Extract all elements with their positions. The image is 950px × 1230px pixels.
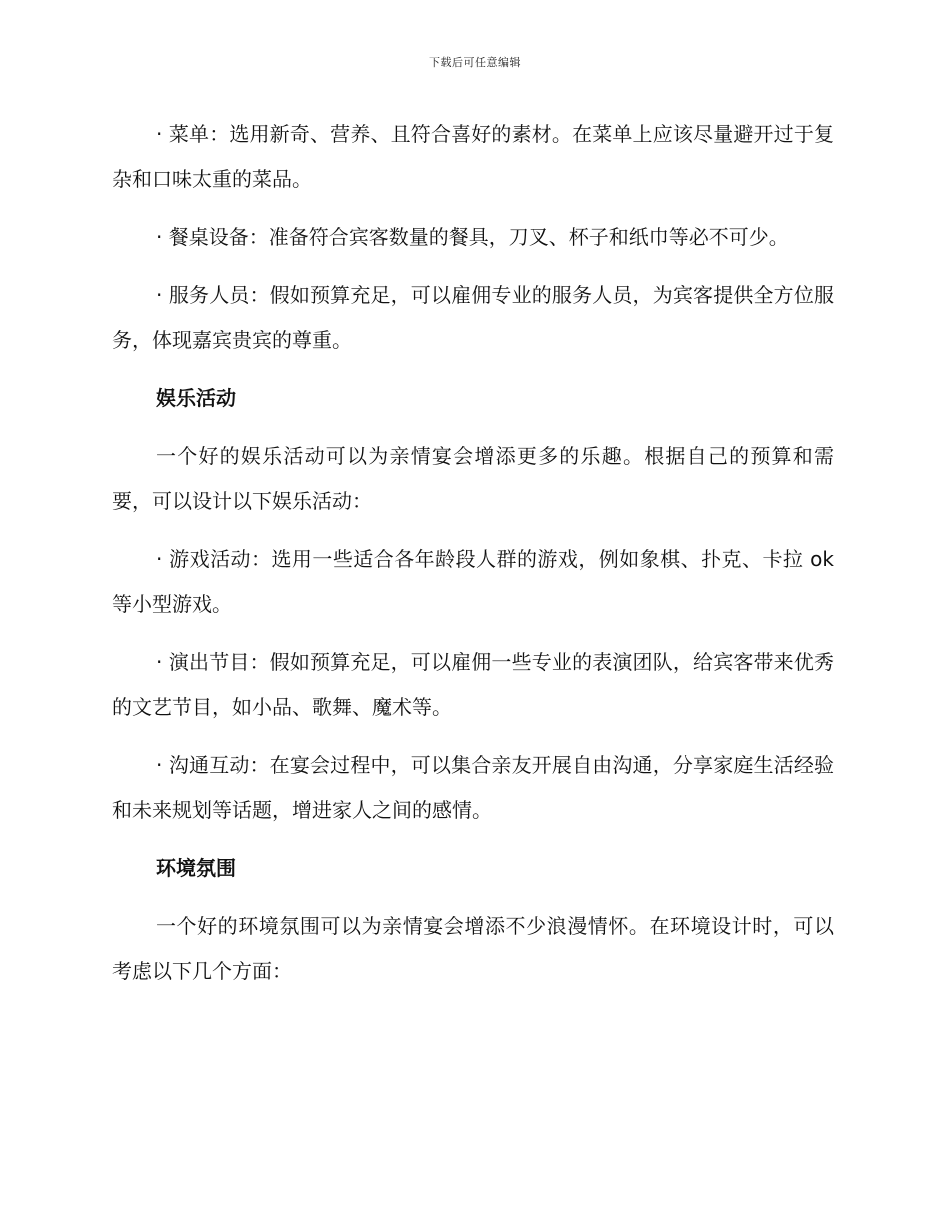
spacer [112,260,834,273]
paragraph-table-equipment: · 餐桌设备：准备符合宾客数量的餐具，刀叉、杯子和纸巾等必不可少。 [156,225,789,249]
paragraph-communication: · 沟通互动：在宴会过程中，可以集合亲友开展自由沟通，分享家庭生活经验和未来规划等话题，增进家人之间的感情。 [112,753,834,822]
spacer [112,833,834,846]
spacer [112,891,834,904]
paragraph-games: · 游戏活动：选用一些适合各年龄段人群的游戏，例如象棋、扑克、卡拉 ok 等小型游戏。 [112,547,834,616]
header-note: 下载后可任意编辑 [429,56,521,69]
spacer [112,363,834,376]
spacer [112,202,834,215]
paragraph-performance: · 演出节目：假如预算充足，可以雇佣一些专业的表演团队，给宾客带来优秀的文艺节目，如小品、歌舞、魔术等。 [112,650,834,719]
paragraph-service-staff: · 服务人员：假如预算充足，可以雇佣专业的服务人员，为宾客提供全方位服务，体现嘉宾贵宾的尊重。 [112,283,834,352]
paragraph-entertainment-intro: 一个好的娱乐活动可以为亲情宴会增添更多的乐趣。根据自己的预算和需要，可以设计以下娱乐活动： [112,444,834,513]
spacer [112,730,834,743]
section-heading-atmosphere: 环境氛围 [156,856,236,880]
spacer [112,524,834,537]
section-heading-entertainment: 娱乐活动 [156,386,236,410]
paragraph-menu: · 菜单：选用新奇、营养、且符合喜好的素材。在菜单上应该尽量避开过于复杂和口味太重的菜品。 [112,122,834,191]
spacer [112,627,834,640]
document-body [112,112,834,994]
paragraph-atmosphere-intro: 一个好的环境氛围可以为亲情宴会增添不少浪漫情怀。在环境设计时，可以考虑以下几个方面： [112,914,834,983]
spacer [112,421,834,434]
